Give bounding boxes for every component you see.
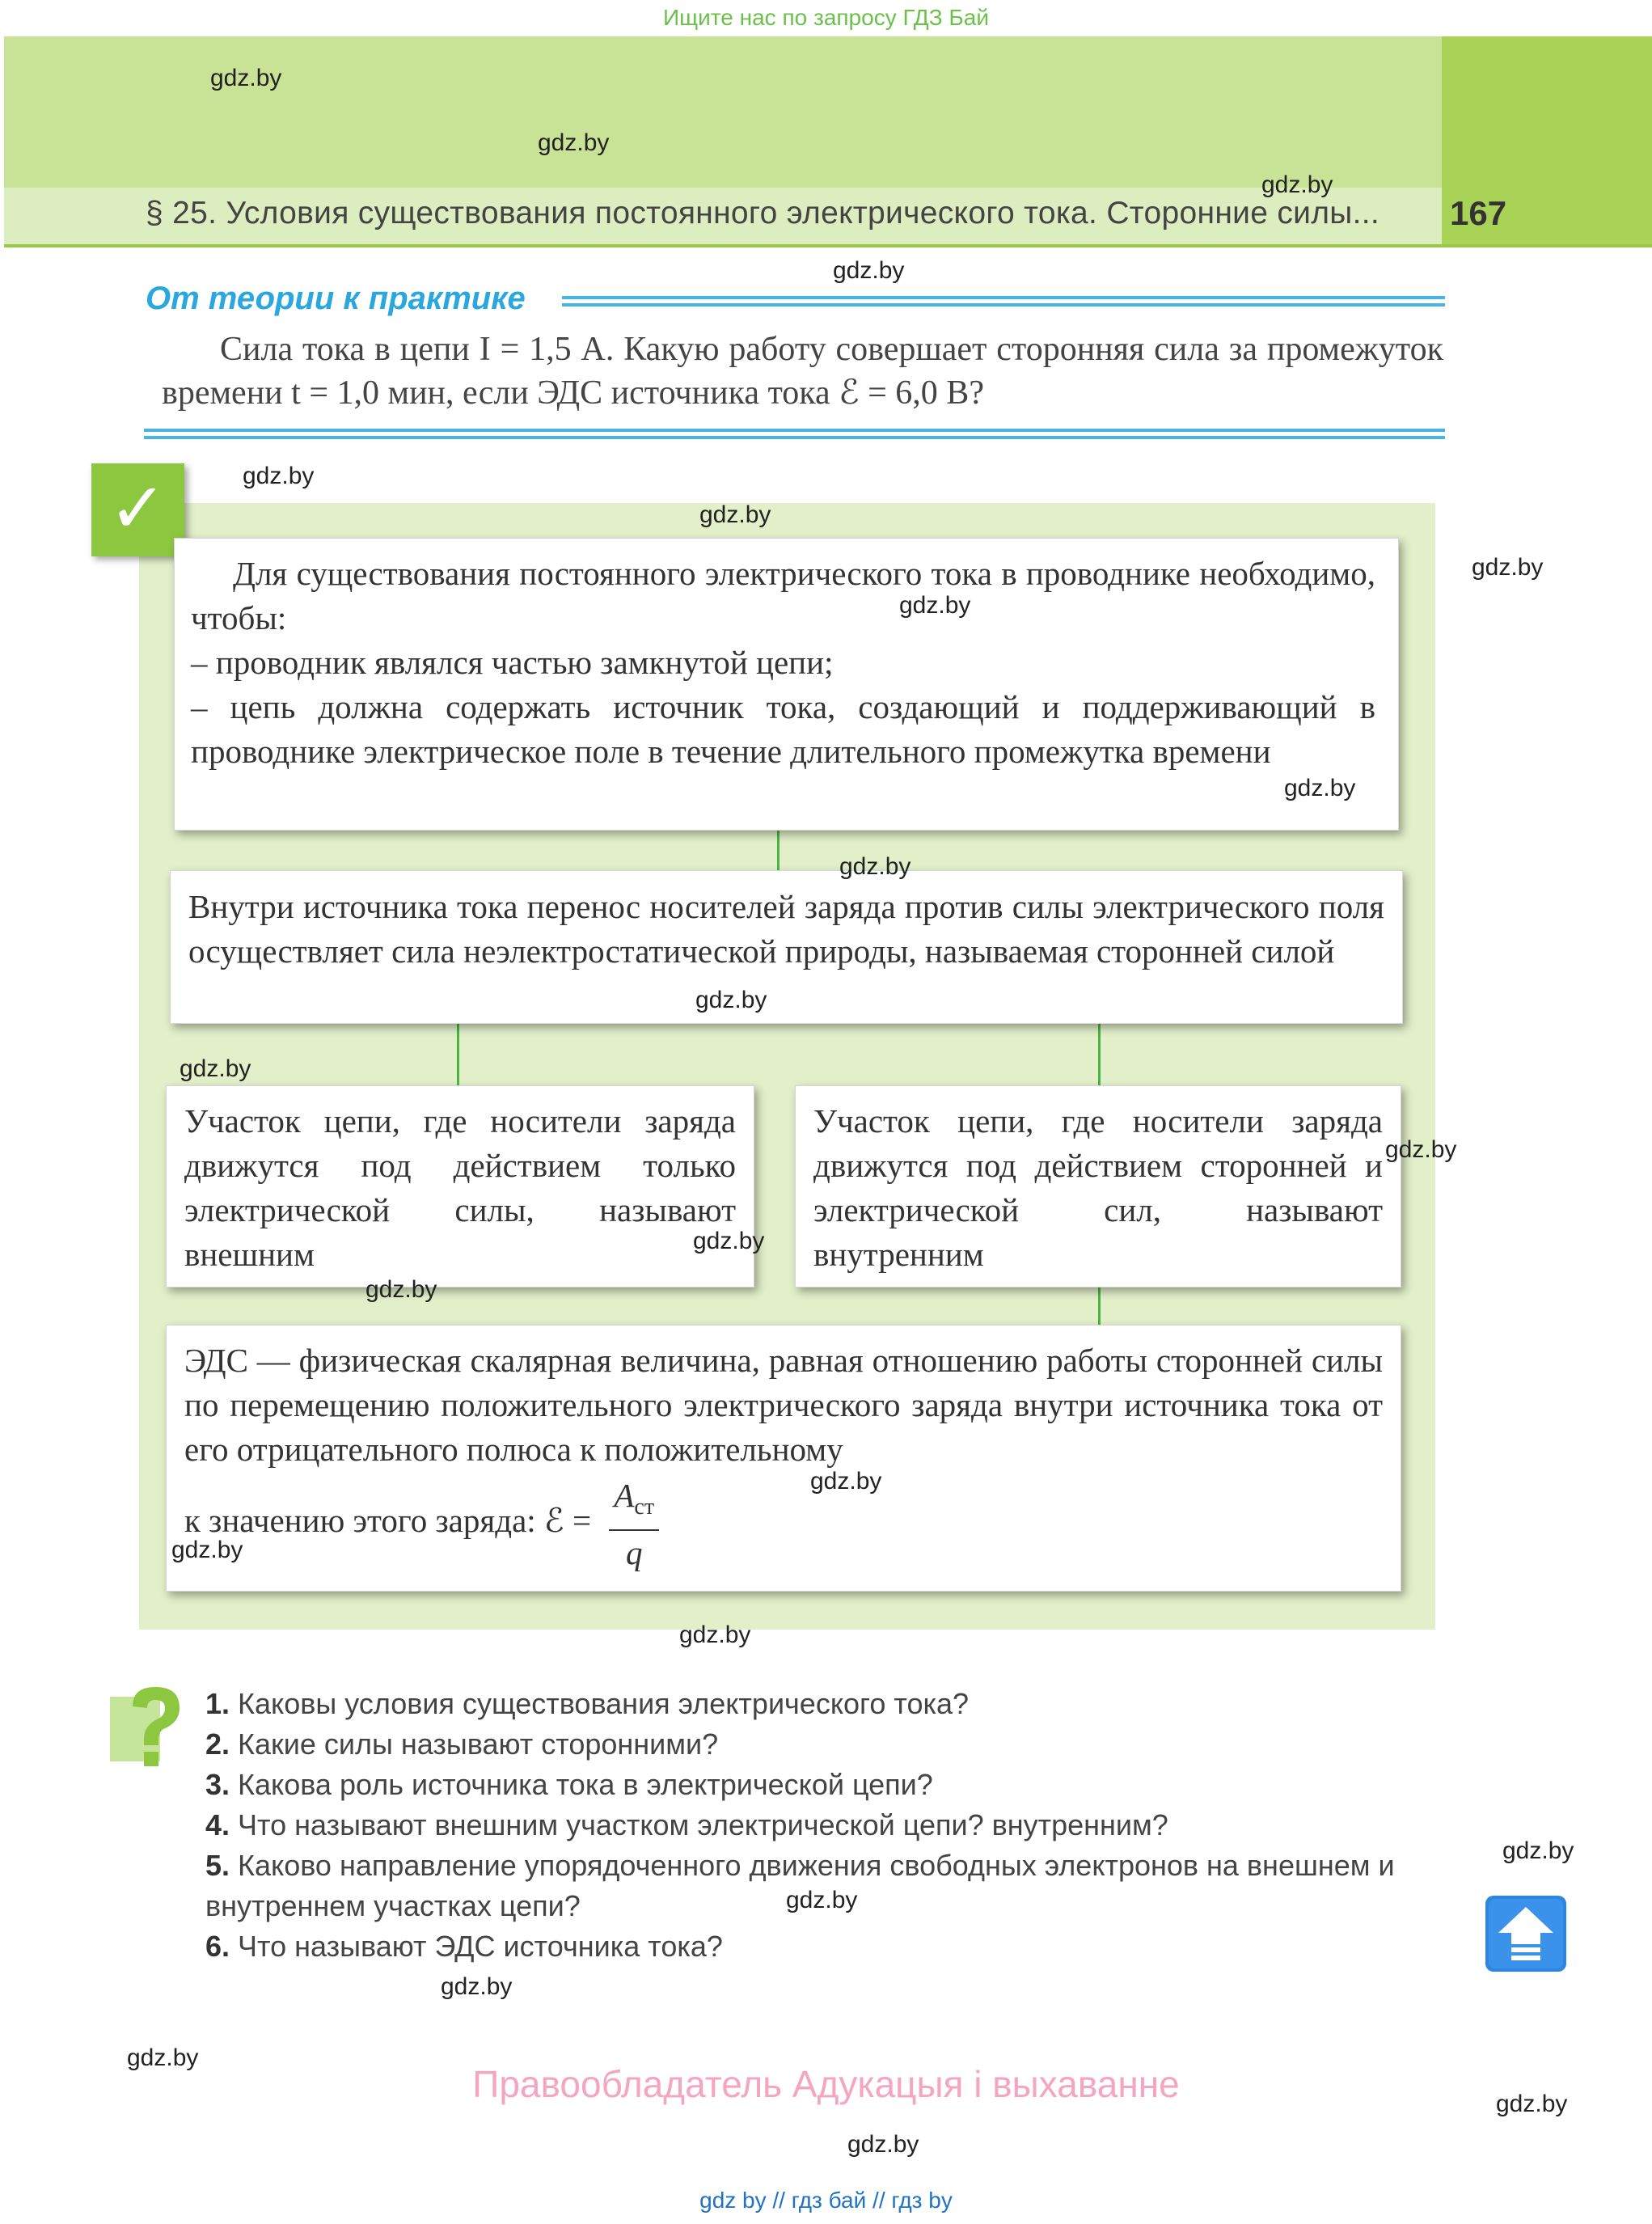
card-list-item: – проводник являлся частью замкнутой цепи;: [191, 644, 834, 681]
emf-formula: [184, 1474, 1383, 1575]
question-item: 3. Какова роль источника тока в электрической цепи?: [205, 1768, 933, 1801]
practice-heading-rule: [562, 296, 1445, 307]
card-text: Внутри источника тока перенос носителей заряда против силы электрического поля осуществляет сила неэлектростатической природы, называемая сторонней силой: [188, 888, 1384, 970]
watermark[interactable]: gdz.by: [180, 1055, 251, 1082]
practice-problem: [162, 328, 1443, 415]
watermark[interactable]: gdz.by: [1261, 171, 1333, 198]
top-banner[interactable]: Ищите нас по запросу ГДЗ Бай: [662, 5, 990, 30]
question-item: 4. Что называют внешним участком электрической цепи? внутренним?: [205, 1808, 1168, 1841]
watermark[interactable]: gdz.by: [538, 129, 610, 156]
watermark[interactable]: gdz.by: [695, 987, 767, 1013]
watermark[interactable]: gdz.by: [1472, 554, 1544, 581]
question-item: 2. Какие силы называют сторонними?: [205, 1727, 719, 1761]
card-current-conditions: [174, 538, 1399, 831]
watermark[interactable]: gdz.by: [171, 1537, 243, 1563]
card-list-item: – цепь должна содержать источник тока, создающий и поддерживающий в проводнике электрическое поле в течение длительного промежутка времени: [191, 688, 1375, 770]
watermark[interactable]: gdz.by: [243, 463, 315, 489]
card-text: Участок цепи, где носители заряда движутся под действием сторонней и электрической сил, называют внутренним: [813, 1102, 1383, 1273]
connector-line: [457, 1024, 459, 1085]
card-internal-section: [795, 1085, 1401, 1287]
formula-prefix: к значению этого заряда: ℰ =: [184, 1502, 592, 1539]
footer-links[interactable]: gdz by // гдз бай // гдз by: [699, 2188, 953, 2213]
card-text: ЭДС — физическая скалярная величина, равная отношению работы сторонней силы по перемещению положительного электрического заряда внутри источника тока от его отрицательного полюса к положительному: [184, 1342, 1383, 1468]
watermark[interactable]: gdz.by: [210, 65, 282, 91]
page-number: 167: [1450, 194, 1507, 232]
watermark[interactable]: gdz.by: [1502, 1837, 1574, 1864]
watermark[interactable]: gdz.by: [839, 853, 911, 880]
question-item: 5. Каково направление упорядоченного движения свободных электронов на внешнем и внутреннем участках цепи?: [205, 1849, 1395, 1922]
watermark[interactable]: gdz.by: [1496, 2091, 1568, 2117]
watermark[interactable]: gdz.by: [786, 1887, 858, 1913]
card-external-section: [166, 1085, 754, 1287]
card-intro: Для существования постоянного электрического тока в проводнике необходимо, чтобы:: [191, 555, 1375, 636]
card-external-force: [170, 870, 1403, 1024]
checkmark-icon: ✓: [91, 463, 184, 556]
connector-line: [1098, 1287, 1101, 1325]
practice-bottom-rule: [144, 429, 1445, 440]
watermark[interactable]: gdz.by: [1385, 1136, 1457, 1163]
formula-numerator-subscript: ст: [634, 1495, 655, 1520]
watermark[interactable]: gdz.by: [693, 1228, 765, 1254]
question-mark-icon: [110, 1682, 187, 1771]
practice-problem-text: Сила тока в цепи I = 1,5 А. Какую работу совершает сторонняя сила за промежуток времени t = 1,0 мин, если ЭДС источника тока ℰ = 6,0 В?: [162, 331, 1443, 412]
practice-heading: От теории к практике: [146, 281, 526, 316]
scroll-to-top-arrow-icon[interactable]: [1484, 1894, 1568, 1973]
question-item: 6. Что называют ЭДС источника тока?: [205, 1930, 723, 1963]
formula-denominator: q: [625, 1534, 643, 1572]
watermark[interactable]: gdz.by: [847, 2131, 919, 2158]
watermark[interactable]: gdz.by: [899, 592, 971, 619]
question-item: 1. Каковы условия существования электрического тока?: [205, 1687, 970, 1720]
watermark[interactable]: gdz.by: [1284, 775, 1356, 801]
review-questions: [205, 1684, 1451, 1967]
watermark[interactable]: gdz.by: [127, 2044, 199, 2071]
header-band: [4, 36, 1442, 190]
card-text: Участок цепи, где носители заряда движутся под действием только электрической силы, называют внешним: [184, 1102, 736, 1273]
watermark[interactable]: gdz.by: [833, 257, 905, 284]
connector-line: [1098, 1024, 1101, 1085]
connector-line: [777, 831, 780, 870]
copyright-notice: Правообладатель Адукацыя і выхаванне: [472, 2063, 1180, 2105]
formula-fraction: [609, 1474, 659, 1575]
watermark[interactable]: gdz.by: [679, 1621, 751, 1648]
watermark[interactable]: gdz.by: [810, 1468, 882, 1495]
formula-numerator: A: [614, 1477, 635, 1514]
watermark[interactable]: gdz.by: [699, 501, 771, 528]
section-title: § 25. Условия существования постоянного электрического тока. Сторонние силы...: [146, 196, 1380, 230]
card-emf-definition: [166, 1325, 1401, 1592]
watermark[interactable]: gdz.by: [441, 1973, 513, 2000]
header-rule: [4, 244, 1652, 247]
watermark[interactable]: gdz.by: [365, 1276, 437, 1303]
